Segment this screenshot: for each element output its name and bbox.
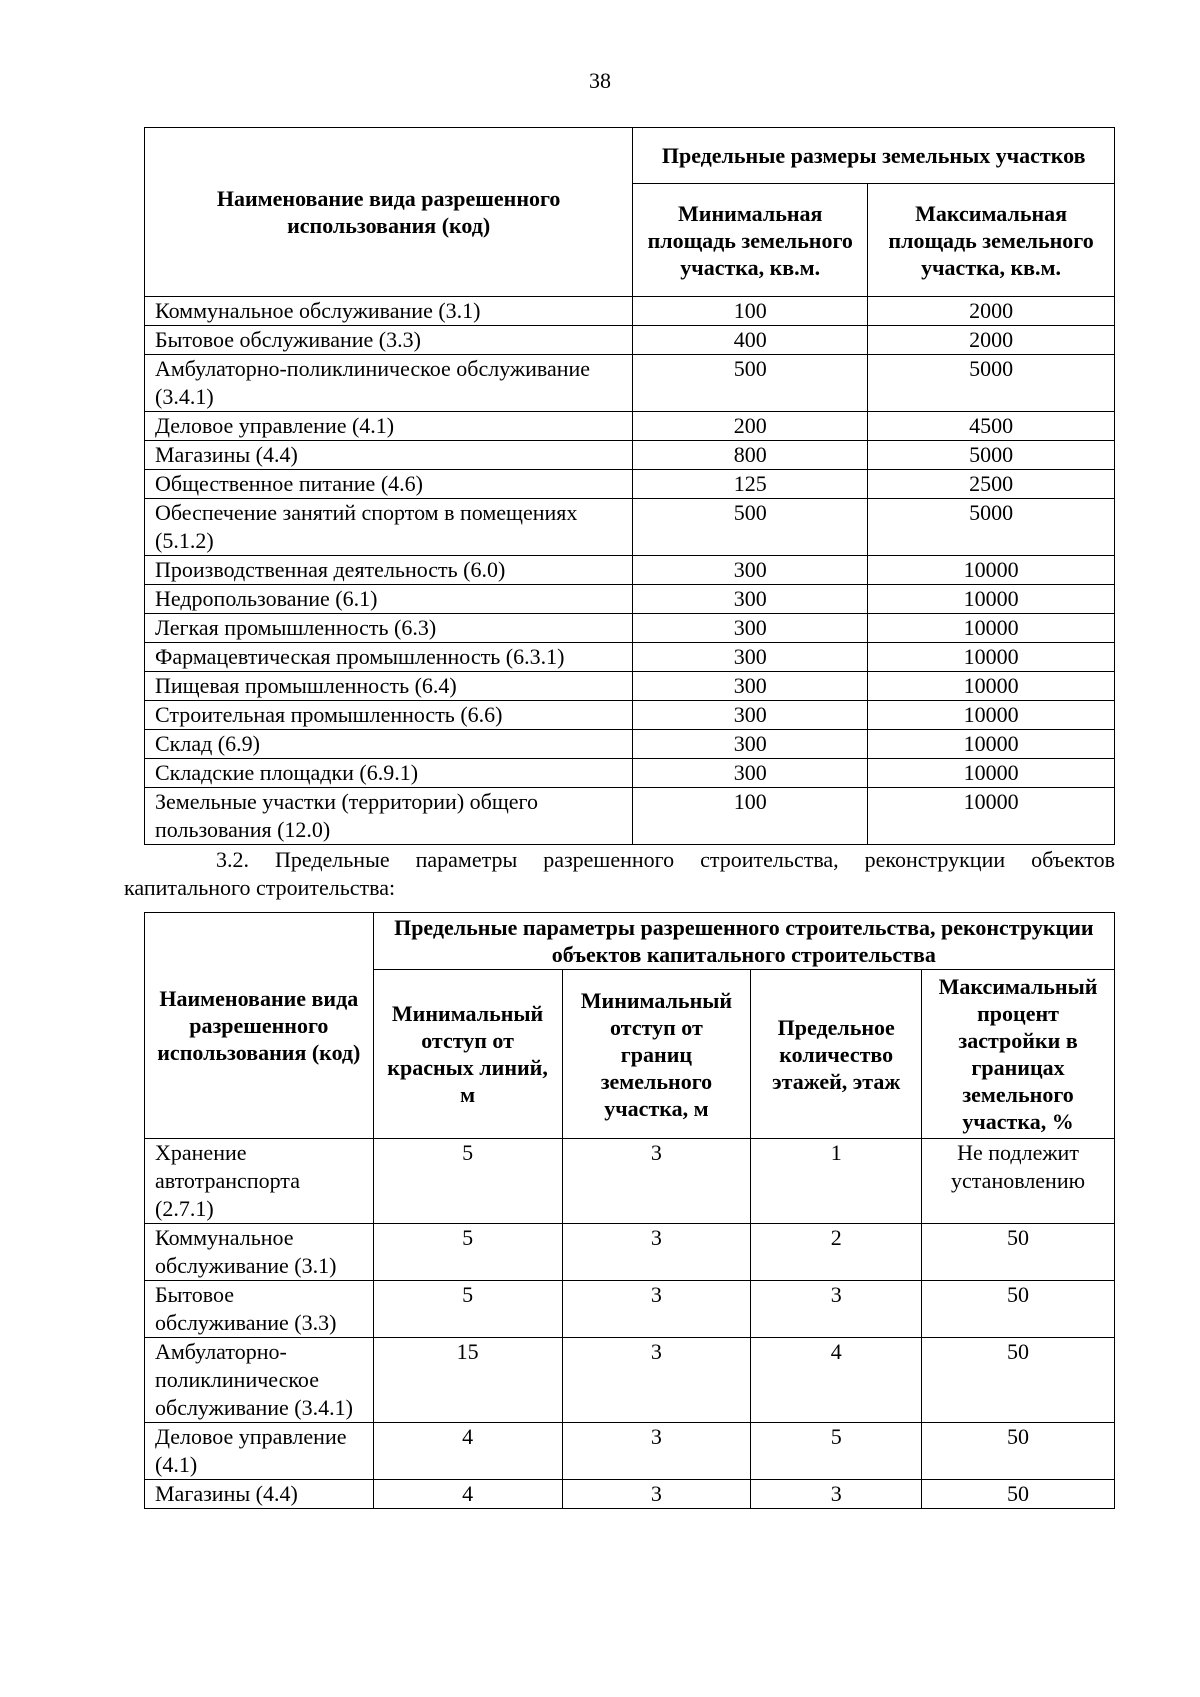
cell-use-type: Недропользование (6.1) xyxy=(145,585,633,614)
cell-max-area: 10000 xyxy=(868,759,1115,788)
cell-min-area: 300 xyxy=(633,759,868,788)
cell-min-area: 300 xyxy=(633,643,868,672)
header-construction-limits: Предельные параметры разрешенного строительства, реконструкции объектов капитального строительства xyxy=(373,913,1114,970)
cell-max-area: 5000 xyxy=(868,355,1115,412)
section-line-1: 3.2. Предельные параметры разрешенного строительства, реконструкции объектов xyxy=(216,847,1115,872)
cell-max-area: 5000 xyxy=(868,441,1115,470)
cell-boundary-offset: 3 xyxy=(562,1224,751,1281)
cell-red-line-offset: 5 xyxy=(373,1281,562,1338)
cell-use-type: Магазины (4.4) xyxy=(145,441,633,470)
cell-use-type: Амбулаторно-поликлиническое обслуживание (3.4.1) xyxy=(145,1338,374,1423)
cell-use-type: Магазины (4.4) xyxy=(145,1480,374,1509)
cell-coverage-percent: Не подлежит установлению xyxy=(922,1139,1115,1224)
cell-min-area: 300 xyxy=(633,672,868,701)
table-row xyxy=(145,297,1115,326)
header-floor-limit: Предельное количество этажей, этаж xyxy=(751,970,922,1139)
cell-min-area: 400 xyxy=(633,326,868,355)
cell-floor-limit: 3 xyxy=(751,1480,922,1509)
cell-red-line-offset: 5 xyxy=(373,1139,562,1224)
cell-max-area: 10000 xyxy=(868,788,1115,845)
cell-use-type: Фармацевтическая промышленность (6.3.1) xyxy=(145,643,633,672)
table-row xyxy=(145,326,1115,355)
section-3-2-text xyxy=(124,846,1115,902)
table2-body xyxy=(145,1139,1115,1509)
cell-min-area: 300 xyxy=(633,614,868,643)
table-row xyxy=(145,643,1115,672)
cell-use-type: Земельные участки (территории) общего пользования (12.0) xyxy=(145,788,633,845)
cell-boundary-offset: 3 xyxy=(562,1480,751,1509)
cell-coverage-percent: 50 xyxy=(922,1281,1115,1338)
cell-use-type: Общественное питание (4.6) xyxy=(145,470,633,499)
cell-use-type: Хранение автотранспорта (2.7.1) xyxy=(145,1139,374,1224)
cell-use-type: Склад (6.9) xyxy=(145,730,633,759)
cell-red-line-offset: 5 xyxy=(373,1224,562,1281)
cell-max-area: 10000 xyxy=(868,614,1115,643)
cell-red-line-offset: 15 xyxy=(373,1338,562,1423)
table-row xyxy=(145,1139,1115,1224)
cell-use-type: Легкая промышленность (6.3) xyxy=(145,614,633,643)
cell-min-area: 100 xyxy=(633,788,868,845)
section-line-2: капитального строительства: xyxy=(124,875,396,900)
cell-max-area: 2000 xyxy=(868,326,1115,355)
cell-max-area: 2500 xyxy=(868,470,1115,499)
cell-min-area: 200 xyxy=(633,412,868,441)
cell-use-type: Коммунальное обслуживание (3.1) xyxy=(145,1224,374,1281)
cell-use-type: Пищевая промышленность (6.4) xyxy=(145,672,633,701)
cell-use-type: Складские площадки (6.9.1) xyxy=(145,759,633,788)
table-row xyxy=(145,1338,1115,1423)
land-plot-size-table xyxy=(144,127,1115,845)
cell-floor-limit: 1 xyxy=(751,1139,922,1224)
table-row xyxy=(145,441,1115,470)
table-row xyxy=(145,1423,1115,1480)
cell-use-type: Производственная деятельность (6.0) xyxy=(145,556,633,585)
table-row xyxy=(145,614,1115,643)
cell-use-type: Обеспечение занятий спортом в помещениях (5.1.2) xyxy=(145,499,633,556)
cell-floor-limit: 3 xyxy=(751,1281,922,1338)
cell-max-area: 10000 xyxy=(868,730,1115,759)
header-use-type: Наименование вида разрешенного использования (код) xyxy=(145,128,633,297)
cell-min-area: 500 xyxy=(633,355,868,412)
cell-boundary-offset: 3 xyxy=(562,1139,751,1224)
cell-use-type: Деловое управление (4.1) xyxy=(145,1423,374,1480)
cell-use-type: Деловое управление (4.1) xyxy=(145,412,633,441)
cell-coverage-percent: 50 xyxy=(922,1480,1115,1509)
cell-floor-limit: 5 xyxy=(751,1423,922,1480)
cell-max-area: 10000 xyxy=(868,585,1115,614)
cell-max-area: 4500 xyxy=(868,412,1115,441)
cell-min-area: 100 xyxy=(633,297,868,326)
cell-max-area: 10000 xyxy=(868,672,1115,701)
cell-max-area: 2000 xyxy=(868,297,1115,326)
cell-min-area: 500 xyxy=(633,499,868,556)
table-row xyxy=(145,788,1115,845)
cell-min-area: 800 xyxy=(633,441,868,470)
cell-floor-limit: 4 xyxy=(751,1338,922,1423)
header-min-area: Минимальная площадь земельного участка, кв.м. xyxy=(633,184,868,297)
table-row xyxy=(145,1224,1115,1281)
cell-coverage-percent: 50 xyxy=(922,1224,1115,1281)
cell-floor-limit: 2 xyxy=(751,1224,922,1281)
header-coverage-percent: Максимальный процент застройки в границах земельного участка, % xyxy=(922,970,1115,1139)
table-row xyxy=(145,701,1115,730)
cell-min-area: 300 xyxy=(633,730,868,759)
cell-use-type: Амбулаторно-поликлиническое обслуживание (3.4.1) xyxy=(145,355,633,412)
cell-use-type: Бытовое обслуживание (3.3) xyxy=(145,326,633,355)
cell-use-type: Коммунальное обслуживание (3.1) xyxy=(145,297,633,326)
cell-coverage-percent: 50 xyxy=(922,1423,1115,1480)
header-red-line-offset: Минимальный отступ от красных линий, м xyxy=(373,970,562,1139)
cell-max-area: 10000 xyxy=(868,556,1115,585)
cell-boundary-offset: 3 xyxy=(562,1423,751,1480)
table-row xyxy=(145,585,1115,614)
table-row xyxy=(145,730,1115,759)
table-row xyxy=(145,1480,1115,1509)
table-row xyxy=(145,355,1115,412)
table-row xyxy=(145,1281,1115,1338)
cell-max-area: 10000 xyxy=(868,643,1115,672)
cell-boundary-offset: 3 xyxy=(562,1338,751,1423)
cell-min-area: 125 xyxy=(633,470,868,499)
table-row xyxy=(145,412,1115,441)
cell-red-line-offset: 4 xyxy=(373,1423,562,1480)
cell-max-area: 5000 xyxy=(868,499,1115,556)
table-row xyxy=(145,470,1115,499)
cell-min-area: 300 xyxy=(633,556,868,585)
header-plot-limits: Предельные размеры земельных участков xyxy=(633,128,1115,184)
table-row xyxy=(145,499,1115,556)
cell-min-area: 300 xyxy=(633,585,868,614)
table-row xyxy=(145,759,1115,788)
header-boundary-offset: Минимальный отступ от границ земельного участка, м xyxy=(562,970,751,1139)
table-row xyxy=(145,556,1115,585)
construction-parameters-table xyxy=(144,912,1115,1509)
cell-use-type: Бытовое обслуживание (3.3) xyxy=(145,1281,374,1338)
header-use-type: Наименование вида разрешенного использования (код) xyxy=(145,913,374,1139)
table-row xyxy=(145,672,1115,701)
table1-body xyxy=(145,297,1115,845)
page-number: 38 xyxy=(589,68,611,93)
cell-max-area: 10000 xyxy=(868,701,1115,730)
header-max-area: Максимальная площадь земельного участка, кв.м. xyxy=(868,184,1115,297)
cell-coverage-percent: 50 xyxy=(922,1338,1115,1423)
cell-red-line-offset: 4 xyxy=(373,1480,562,1509)
cell-boundary-offset: 3 xyxy=(562,1281,751,1338)
cell-use-type: Строительная промышленность (6.6) xyxy=(145,701,633,730)
cell-min-area: 300 xyxy=(633,701,868,730)
